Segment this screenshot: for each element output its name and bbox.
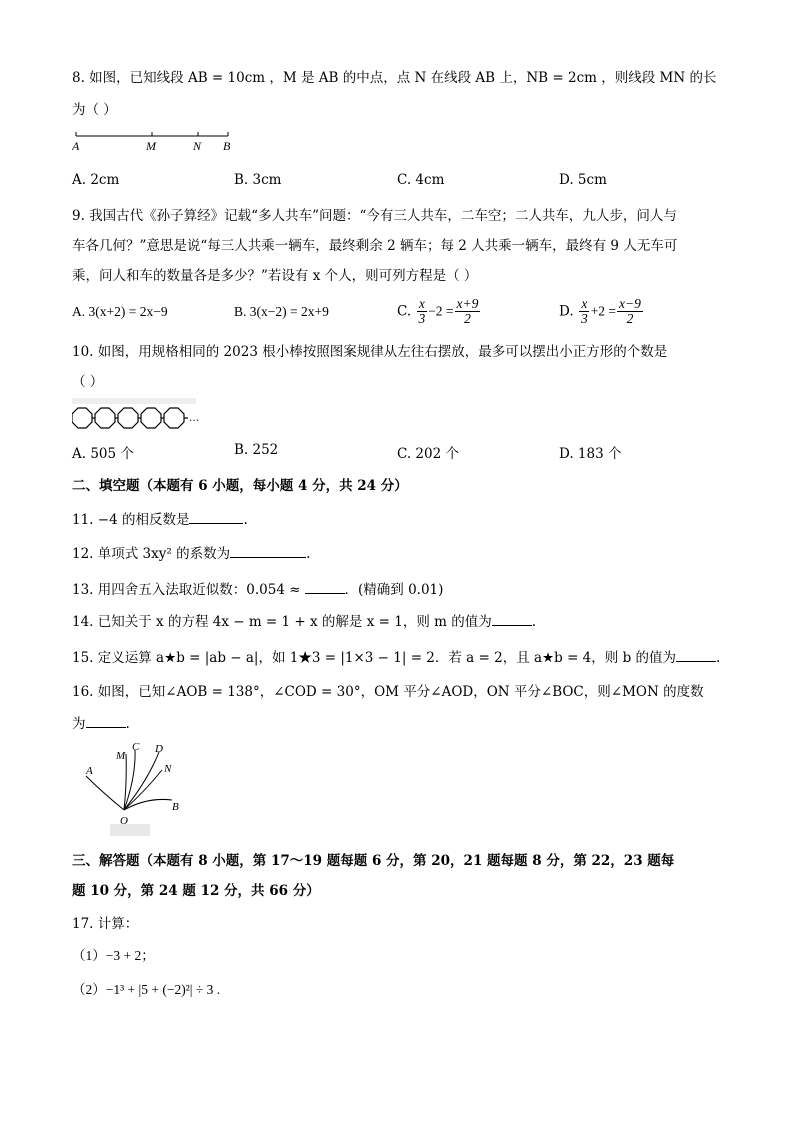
q8-label-n: N: [193, 139, 202, 153]
q15-post: .: [716, 650, 721, 666]
q13-post: ．(精确到 0.01): [344, 582, 444, 598]
q12-answer-blank[interactable]: [230, 545, 306, 558]
q9-option-a[interactable]: A. 3(x+2) = 2x−9: [72, 304, 168, 319]
q8-text-line2: 为（ ）: [72, 102, 117, 118]
q10-text-line1: 10. 如图，用规格相同的 2023 根小棒按照图案规律从左往右摆放，最多可以摆出小正方形的个数是: [72, 344, 668, 360]
q16-label-n: N: [164, 763, 172, 775]
q17-part2: （2）−1³ + |5 + (−2)²| ÷ 3 .: [72, 982, 221, 997]
q9-text-line2: 车各几何？”意思是说“每三人共乘一辆车，最终剩余 2 辆车；每 2 人共乘一辆车，最终有 9 人无车可: [72, 238, 678, 254]
q10-option-a[interactable]: A. 505 个: [72, 446, 134, 462]
q12-text: 12. 单项式 3xy² 的系数为: [72, 546, 231, 562]
q8-options: [72, 172, 732, 192]
q9-text-line3: 乘，问人和车的数量各是多少？”若设有 x 个人，则可列方程是（ ）: [72, 268, 478, 284]
q15-text: 15. 定义运算 a★b = |ab − a|，如 1★3 = |1×3 − 1| = 2．若 a = 2，且 a★b = 4，则 b 的值为: [72, 650, 676, 666]
section2-title: 二、填空题（本题有 6 小题，每小题 4 分，共 24 分）: [72, 478, 408, 494]
q16-post: .: [125, 716, 130, 732]
q16-label-m: M: [116, 750, 126, 762]
q10-option-c[interactable]: C. 202 个: [397, 446, 459, 462]
q8-option-a[interactable]: A. 2cm: [72, 172, 120, 188]
q9-options: [72, 297, 732, 331]
q16-label-c: C: [132, 742, 140, 753]
q8-option-c[interactable]: C. 4cm: [397, 172, 445, 188]
q10-option-b[interactable]: B. 252: [234, 442, 279, 458]
q14-answer-blank[interactable]: [492, 613, 532, 626]
q10-option-d[interactable]: D. 183 个: [559, 446, 622, 462]
q13-answer-blank[interactable]: [305, 581, 345, 594]
q9-option-c-frac2: $\frac{x+9}{2}$: [456, 296, 479, 326]
q11-text: 11. −4 的相反数是: [72, 512, 190, 528]
q13: [72, 578, 443, 598]
q9-option-c-prefix: C.: [397, 303, 412, 320]
q14-post: .: [531, 614, 536, 630]
q9-text-line1: 9. 我国古代《孙子算经》记载“多人共车”问题：“今有三人共车，二车空；二人共车，九人步，问人与: [72, 208, 677, 224]
q11: [72, 508, 248, 528]
q11-answer-blank[interactable]: [189, 511, 243, 524]
q11-post: .: [243, 512, 248, 528]
q8-label-m: M: [146, 139, 156, 153]
q16-label-d: D: [155, 743, 163, 755]
q17-part1: （1）−3 + 2；: [72, 948, 155, 963]
q8-text-line1: 8. 如图，已知线段 AB = 10cm ，M 是 AB 的中点，点 N 在线段 AB 上，NB = 2cm ，则线段 MN 的长: [72, 70, 717, 86]
q9-option-d-frac2: $\frac{x-9}{2}$: [619, 296, 641, 326]
q9-option-b[interactable]: B. 3(x−2) = 2x+9: [234, 304, 329, 319]
q14: [72, 610, 536, 630]
q10-ellipsis: …: [189, 413, 199, 424]
q16-text-line2: 为: [72, 716, 86, 732]
q9-option-d-prefix: D.: [559, 303, 574, 320]
q12: [72, 542, 310, 562]
q16-label-o: O: [120, 815, 128, 827]
q10-stick-figure: [72, 398, 222, 432]
q8-label-b: B: [223, 139, 231, 153]
q16-angle-figure: [72, 742, 212, 837]
q15-answer-blank[interactable]: [676, 649, 716, 662]
q9-option-d[interactable]: D. $\frac{x}{3}$ +2 = $\frac{x-9}{2}$: [559, 296, 641, 326]
q17-title: 17. 计算：: [72, 916, 139, 932]
q10-options: [72, 442, 732, 462]
q16-line2: [72, 712, 130, 732]
q16-label-a: A: [86, 765, 93, 777]
q15: [72, 646, 720, 666]
q14-text: 14. 已知关于 x 的方程 4x − m = 1 + x 的解是 x = 1，则 m 的值为: [72, 614, 492, 630]
q9-option-c-frac1: $\frac{x}{3}$: [418, 296, 426, 326]
q16-label-b: B: [172, 801, 179, 813]
q8-option-b[interactable]: B. 3cm: [234, 172, 282, 188]
q9-option-d-frac1: $\frac{x}{3}$: [580, 296, 588, 326]
q16-answer-blank[interactable]: [86, 715, 126, 728]
section3-title-line2: 题 10 分，第 24 题 12 分，共 66 分）: [72, 883, 320, 899]
section3-title-line1: 三、解答题（本题有 8 小题，第 17～19 题每题 6 分，第 20，21 题每题 8 分，第 22，23 题每: [72, 853, 675, 869]
q10-text-line2: （ ）: [72, 374, 104, 390]
q16-text-line1: 16. 如图，已知∠AOB = 138°，∠COD = 30°，OM 平分∠AOD，ON 平分∠BOC，则∠MON 的度数: [72, 684, 704, 700]
q8-label-a: A: [72, 139, 80, 153]
q9-option-c[interactable]: C. $\frac{x}{3}$ −2 = $\frac{x+9}{2}$: [397, 296, 479, 326]
q12-post: .: [306, 546, 311, 562]
q13-text: 13. 用四舍五入法取近似数：0.054 ≈: [72, 582, 301, 598]
q8-segment-figure: [72, 128, 242, 156]
q8-option-d[interactable]: D. 5cm: [559, 172, 607, 188]
